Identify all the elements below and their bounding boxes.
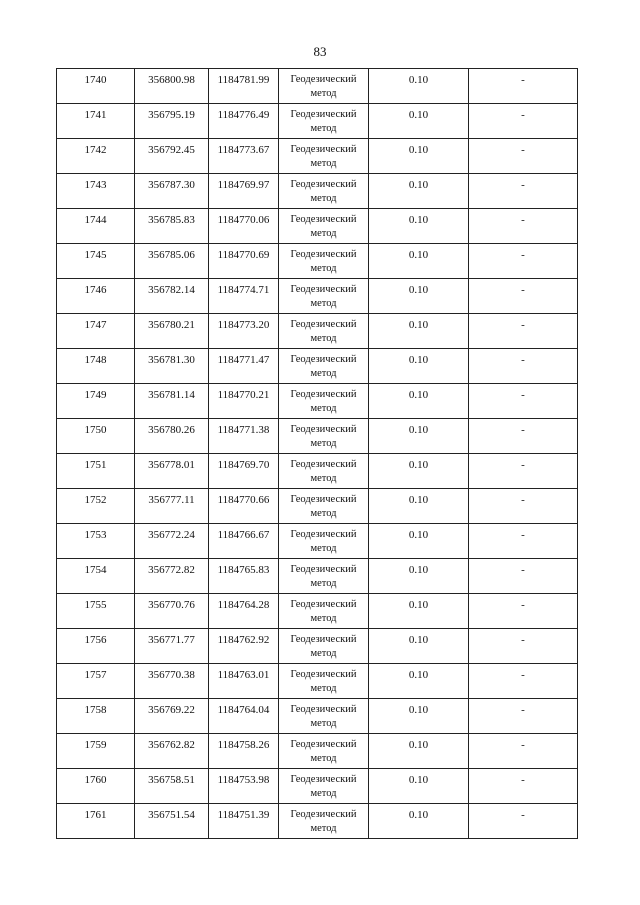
y-coordinate-cell: 1184753.98 — [209, 769, 279, 804]
method-line-2: метод — [310, 193, 337, 204]
table-row — [57, 139, 578, 174]
description-cell: - — [469, 174, 578, 209]
method-line-2: метод — [310, 368, 337, 379]
table-row — [57, 664, 578, 699]
x-coordinate-cell: 356781.30 — [135, 349, 209, 384]
method-cell — [279, 524, 369, 559]
point-number-cell: 1753 — [57, 524, 135, 559]
table-row — [57, 454, 578, 489]
table-row — [57, 69, 578, 104]
point-number-cell: 1747 — [57, 314, 135, 349]
method-cell — [279, 594, 369, 629]
method-line-1: Геодезический — [290, 389, 357, 400]
table-row — [57, 209, 578, 244]
y-coordinate-cell: 1184758.26 — [209, 734, 279, 769]
description-cell: - — [469, 804, 578, 839]
x-coordinate-cell: 356782.14 — [135, 279, 209, 314]
method-line-1: Геодезический — [290, 74, 357, 85]
method-cell — [279, 769, 369, 804]
method-cell — [279, 734, 369, 769]
method-line-2: метод — [310, 438, 337, 449]
y-coordinate-cell: 1184770.66 — [209, 489, 279, 524]
method-cell — [279, 279, 369, 314]
y-coordinate-cell: 1184770.06 — [209, 209, 279, 244]
y-coordinate-cell: 1184769.70 — [209, 454, 279, 489]
method-line-2: метод — [310, 648, 337, 659]
coordinates-table-body — [57, 69, 578, 839]
table-row — [57, 629, 578, 664]
accuracy-cell: 0.10 — [369, 69, 469, 104]
method-line-1: Геодезический — [290, 284, 357, 295]
description-cell: - — [469, 384, 578, 419]
method-cell — [279, 629, 369, 664]
x-coordinate-cell: 356785.06 — [135, 244, 209, 279]
method-line-1: Геодезический — [290, 599, 357, 610]
point-number-cell: 1757 — [57, 664, 135, 699]
method-line-2: метод — [310, 753, 337, 764]
x-coordinate-cell: 356758.51 — [135, 769, 209, 804]
x-coordinate-cell: 356800.98 — [135, 69, 209, 104]
method-line-1: Геодезический — [290, 809, 357, 820]
method-line-1: Геодезический — [290, 214, 357, 225]
accuracy-cell: 0.10 — [369, 594, 469, 629]
x-coordinate-cell: 356792.45 — [135, 139, 209, 174]
x-coordinate-cell: 356762.82 — [135, 734, 209, 769]
method-line-1: Геодезический — [290, 319, 357, 330]
point-number-cell: 1741 — [57, 104, 135, 139]
point-number-cell: 1746 — [57, 279, 135, 314]
accuracy-cell: 0.10 — [369, 384, 469, 419]
method-line-1: Геодезический — [290, 459, 357, 470]
accuracy-cell: 0.10 — [369, 419, 469, 454]
method-line-2: метод — [310, 88, 337, 99]
description-cell: - — [469, 314, 578, 349]
x-coordinate-cell: 356781.14 — [135, 384, 209, 419]
x-coordinate-cell: 356770.76 — [135, 594, 209, 629]
method-cell — [279, 209, 369, 244]
method-line-2: метод — [310, 788, 337, 799]
description-cell: - — [469, 419, 578, 454]
point-number-cell: 1743 — [57, 174, 135, 209]
coordinates-table — [56, 68, 578, 839]
accuracy-cell: 0.10 — [369, 769, 469, 804]
description-cell: - — [469, 559, 578, 594]
method-cell — [279, 244, 369, 279]
accuracy-cell: 0.10 — [369, 629, 469, 664]
point-number-cell: 1759 — [57, 734, 135, 769]
y-coordinate-cell: 1184773.20 — [209, 314, 279, 349]
method-line-1: Геодезический — [290, 179, 357, 190]
description-cell: - — [469, 524, 578, 559]
method-line-2: метод — [310, 403, 337, 414]
page-number: 83 — [313, 44, 327, 59]
y-coordinate-cell: 1184774.71 — [209, 279, 279, 314]
method-line-1: Геодезический — [290, 529, 357, 540]
method-line-1: Геодезический — [290, 669, 357, 680]
method-line-1: Геодезический — [290, 634, 357, 645]
description-cell: - — [469, 664, 578, 699]
description-cell: - — [469, 279, 578, 314]
accuracy-cell: 0.10 — [369, 174, 469, 209]
method-line-1: Геодезический — [290, 109, 357, 120]
method-line-2: метод — [310, 123, 337, 134]
accuracy-cell: 0.10 — [369, 104, 469, 139]
y-coordinate-cell: 1184751.39 — [209, 804, 279, 839]
y-coordinate-cell: 1184773.67 — [209, 139, 279, 174]
table-row — [57, 314, 578, 349]
table-row — [57, 104, 578, 139]
y-coordinate-cell: 1184776.49 — [209, 104, 279, 139]
method-line-2: метод — [310, 473, 337, 484]
accuracy-cell: 0.10 — [369, 139, 469, 174]
point-number-cell: 1740 — [57, 69, 135, 104]
accuracy-cell: 0.10 — [369, 734, 469, 769]
description-cell: - — [469, 139, 578, 174]
table-row — [57, 594, 578, 629]
method-cell — [279, 384, 369, 419]
description-cell: - — [469, 349, 578, 384]
description-cell: - — [469, 734, 578, 769]
point-number-cell: 1760 — [57, 769, 135, 804]
method-cell — [279, 419, 369, 454]
y-coordinate-cell: 1184771.47 — [209, 349, 279, 384]
method-line-1: Геодезический — [290, 739, 357, 750]
x-coordinate-cell: 356787.30 — [135, 174, 209, 209]
table-row — [57, 734, 578, 769]
method-line-2: метод — [310, 613, 337, 624]
method-cell — [279, 104, 369, 139]
point-number-cell: 1748 — [57, 349, 135, 384]
y-coordinate-cell: 1184771.38 — [209, 419, 279, 454]
accuracy-cell: 0.10 — [369, 559, 469, 594]
accuracy-cell: 0.10 — [369, 804, 469, 839]
table-row — [57, 699, 578, 734]
point-number-cell: 1752 — [57, 489, 135, 524]
table-row — [57, 559, 578, 594]
method-line-2: метод — [310, 823, 337, 834]
point-number-cell: 1756 — [57, 629, 135, 664]
method-line-2: метод — [310, 718, 337, 729]
method-cell — [279, 69, 369, 104]
x-coordinate-cell: 356780.26 — [135, 419, 209, 454]
point-number-cell: 1745 — [57, 244, 135, 279]
description-cell: - — [469, 699, 578, 734]
description-cell: - — [469, 244, 578, 279]
table-row — [57, 489, 578, 524]
description-cell: - — [469, 209, 578, 244]
x-coordinate-cell: 356780.21 — [135, 314, 209, 349]
method-line-2: метод — [310, 158, 337, 169]
method-cell — [279, 804, 369, 839]
description-cell: - — [469, 769, 578, 804]
table-row — [57, 419, 578, 454]
y-coordinate-cell: 1184765.83 — [209, 559, 279, 594]
table-row — [57, 349, 578, 384]
x-coordinate-cell: 356772.82 — [135, 559, 209, 594]
x-coordinate-cell: 356785.83 — [135, 209, 209, 244]
method-line-2: метод — [310, 228, 337, 239]
accuracy-cell: 0.10 — [369, 664, 469, 699]
point-number-cell: 1755 — [57, 594, 135, 629]
table-row — [57, 524, 578, 559]
point-number-cell: 1761 — [57, 804, 135, 839]
method-line-1: Геодезический — [290, 424, 357, 435]
x-coordinate-cell: 356778.01 — [135, 454, 209, 489]
method-line-2: метод — [310, 543, 337, 554]
x-coordinate-cell: 356751.54 — [135, 804, 209, 839]
accuracy-cell: 0.10 — [369, 489, 469, 524]
method-cell — [279, 139, 369, 174]
method-line-1: Геодезический — [290, 564, 357, 575]
point-number-cell: 1744 — [57, 209, 135, 244]
table-row — [57, 279, 578, 314]
accuracy-cell: 0.10 — [369, 209, 469, 244]
x-coordinate-cell: 356771.77 — [135, 629, 209, 664]
table-row — [57, 174, 578, 209]
x-coordinate-cell: 356772.24 — [135, 524, 209, 559]
point-number-cell: 1754 — [57, 559, 135, 594]
description-cell: - — [469, 629, 578, 664]
x-coordinate-cell: 356777.11 — [135, 489, 209, 524]
y-coordinate-cell: 1184770.21 — [209, 384, 279, 419]
accuracy-cell: 0.10 — [369, 454, 469, 489]
point-number-cell: 1758 — [57, 699, 135, 734]
point-number-cell: 1750 — [57, 419, 135, 454]
y-coordinate-cell: 1184763.01 — [209, 664, 279, 699]
method-line-2: метод — [310, 263, 337, 274]
description-cell: - — [469, 104, 578, 139]
method-line-2: метод — [310, 508, 337, 519]
method-line-2: метод — [310, 333, 337, 344]
method-cell — [279, 349, 369, 384]
method-cell — [279, 314, 369, 349]
method-line-1: Геодезический — [290, 704, 357, 715]
method-cell — [279, 174, 369, 209]
y-coordinate-cell: 1184766.67 — [209, 524, 279, 559]
y-coordinate-cell: 1184764.04 — [209, 699, 279, 734]
y-coordinate-cell: 1184764.28 — [209, 594, 279, 629]
accuracy-cell: 0.10 — [369, 314, 469, 349]
table-row — [57, 384, 578, 419]
description-cell: - — [469, 69, 578, 104]
accuracy-cell: 0.10 — [369, 279, 469, 314]
description-cell: - — [469, 489, 578, 524]
accuracy-cell: 0.10 — [369, 524, 469, 559]
method-cell — [279, 454, 369, 489]
x-coordinate-cell: 356769.22 — [135, 699, 209, 734]
table-row — [57, 769, 578, 804]
point-number-cell: 1742 — [57, 139, 135, 174]
method-line-2: метод — [310, 578, 337, 589]
accuracy-cell: 0.10 — [369, 699, 469, 734]
y-coordinate-cell: 1184781.99 — [209, 69, 279, 104]
y-coordinate-cell: 1184762.92 — [209, 629, 279, 664]
y-coordinate-cell: 1184769.97 — [209, 174, 279, 209]
method-line-1: Геодезический — [290, 774, 357, 785]
y-coordinate-cell: 1184770.69 — [209, 244, 279, 279]
accuracy-cell: 0.10 — [369, 349, 469, 384]
method-cell — [279, 489, 369, 524]
point-number-cell: 1751 — [57, 454, 135, 489]
method-line-2: метод — [310, 298, 337, 309]
description-cell: - — [469, 594, 578, 629]
method-line-1: Геодезический — [290, 494, 357, 505]
x-coordinate-cell: 356770.38 — [135, 664, 209, 699]
method-cell — [279, 664, 369, 699]
method-line-2: метод — [310, 683, 337, 694]
x-coordinate-cell: 356795.19 — [135, 104, 209, 139]
method-cell — [279, 699, 369, 734]
point-number-cell: 1749 — [57, 384, 135, 419]
table-row — [57, 244, 578, 279]
method-line-1: Геодезический — [290, 144, 357, 155]
method-line-1: Геодезический — [290, 249, 357, 260]
method-cell — [279, 559, 369, 594]
method-line-1: Геодезический — [290, 354, 357, 365]
table-row — [57, 804, 578, 839]
description-cell: - — [469, 454, 578, 489]
accuracy-cell: 0.10 — [369, 244, 469, 279]
